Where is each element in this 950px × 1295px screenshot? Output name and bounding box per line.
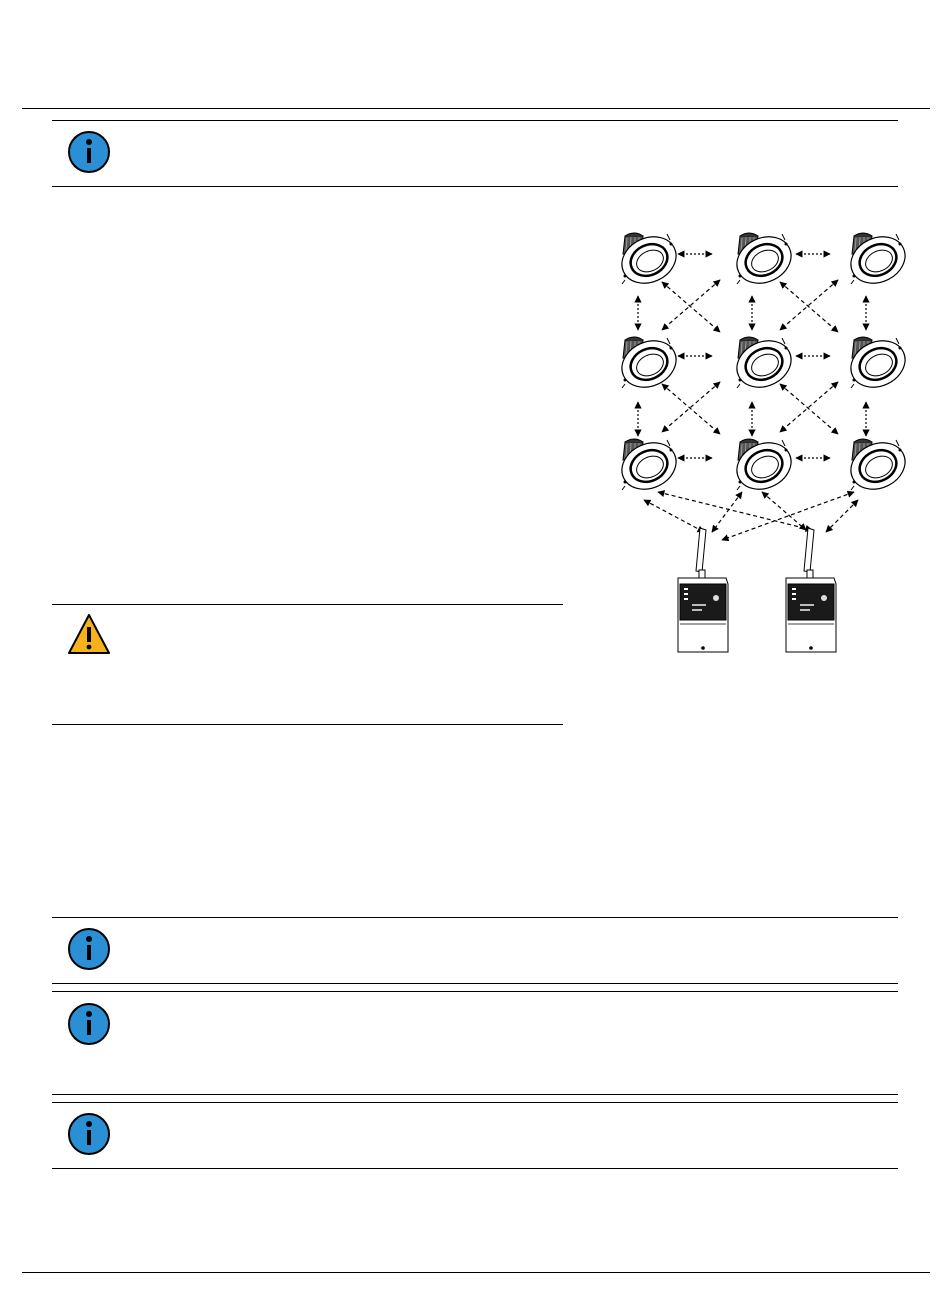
caution-top-rule: [52, 604, 563, 605]
note-bottom-rule: [52, 983, 898, 984]
note-top-rule: [52, 991, 898, 992]
info-icon: [67, 1002, 111, 1046]
downlight-fixture-icon: [729, 332, 798, 396]
downlight-fixture-icon: [729, 434, 798, 498]
downlight-fixture-icon: [843, 434, 912, 498]
info-icon: [67, 130, 111, 174]
note-top-rule: [52, 1102, 898, 1103]
caution-icon: [66, 612, 112, 656]
info-icon: [67, 1112, 111, 1156]
note-top-rule: [52, 120, 898, 121]
info-icon: [67, 927, 111, 971]
downlight-fixture-icon: [614, 228, 683, 292]
wireless-gateway-icon: [786, 528, 836, 652]
gateway-links: [644, 492, 858, 540]
mesh-network-diagram: [600, 222, 920, 662]
caution-bottom-rule: [52, 724, 563, 725]
downlight-fixture-icon: [843, 228, 912, 292]
note-bottom-rule: [52, 1094, 898, 1095]
wireless-gateway-icon: [678, 528, 728, 652]
note-top-rule: [52, 917, 898, 918]
note-bottom-rule: [52, 186, 898, 187]
downlight-fixture-icon: [614, 434, 683, 498]
note-bottom-rule: [52, 1168, 898, 1169]
downlight-fixture-icon: [614, 332, 683, 396]
downlight-fixture-icon: [843, 332, 912, 396]
downlight-fixture-icon: [729, 228, 798, 292]
footer-rule: [22, 1272, 930, 1273]
header-rule: [22, 108, 930, 109]
